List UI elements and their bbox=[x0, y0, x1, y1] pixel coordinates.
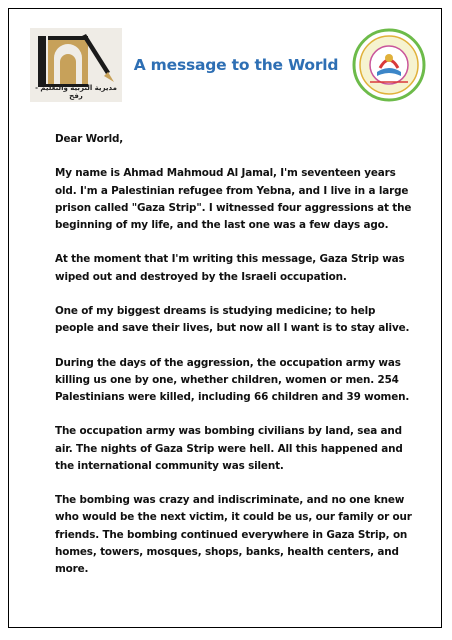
letter-paragraph: During the days of the aggression, the occupation army was killing us one by one, whether children, women or men. 254 Palestinians were killed, including 66 children and 39 women. bbox=[55, 356, 410, 403]
letter-paragraph: The occupation army was bombing civilians by land, sea and air. The nights of Gaza Strip were hell. All this happened and the international community was silent. bbox=[55, 425, 403, 472]
school-seal-icon bbox=[352, 28, 426, 102]
directorate-logo-caption: مديرية التربية والتعليم - رفح bbox=[35, 84, 117, 100]
directorate-logo bbox=[30, 28, 122, 102]
letter-paragraph: At the moment that I'm writing this message, Gaza Strip was wiped out and destroyed by the Israeli occupation. bbox=[55, 253, 405, 283]
page-title: A message to the World bbox=[133, 56, 339, 74]
letter-paragraph: One of my biggest dreams is studying medicine; to help people and save their lives, but now all I want is to stay alive. bbox=[55, 304, 410, 335]
letter-paragraph: My name is Ahmad Mahmoud Al Jamal, I'm seventeen years old. I'm a Palestinian refugee from Yebna, and I live in a large prison called "Gaza Strip". I witnessed four aggressions at the beginning of my life, and the last one was a few days ago. bbox=[55, 167, 412, 231]
letter-body bbox=[55, 131, 415, 595]
letter-paragraph: The bombing was crazy and indiscriminate, and no one knew who would be the next victim, it could be us, our family or our friends. The bombing continued everywhere in Gaza Strip, on homes, towers, mosques, shops, banks, health centers, and more. bbox=[55, 494, 412, 575]
school-logo bbox=[352, 28, 426, 102]
letter-greeting: Dear World, bbox=[55, 133, 124, 145]
